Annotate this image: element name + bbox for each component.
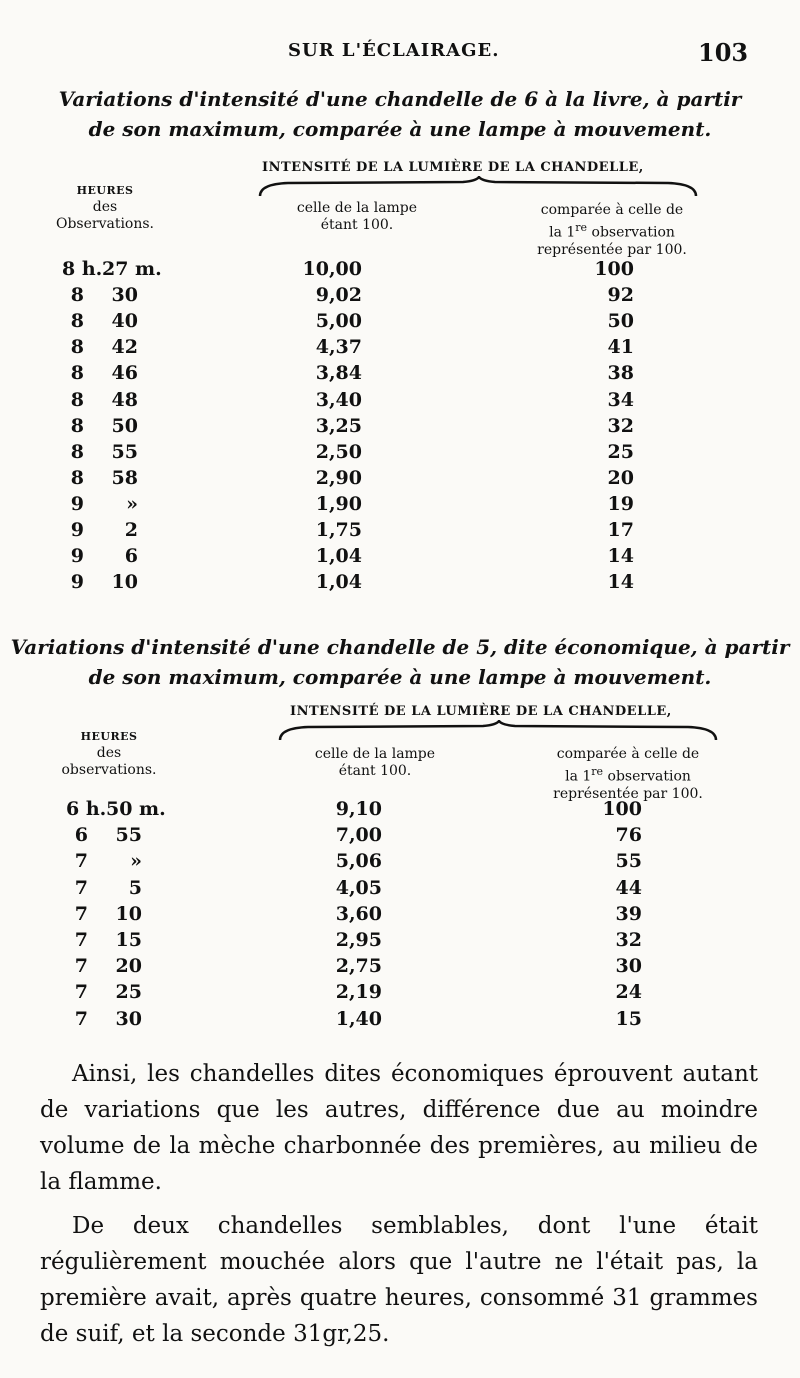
cell-relative-intensity: 100 — [602, 798, 642, 820]
cell-relative-intensity: 15 — [615, 1007, 642, 1030]
cell-hour: 9 — [70, 545, 84, 568]
cell-hour: 7 — [74, 902, 88, 925]
table-2-title-line-1: Variations d'intensité d'une chandelle de 5, dite économique, à partir — [10, 635, 790, 659]
cell-hour: 7 — [74, 1007, 88, 1030]
cell-relative-intensity: 32 — [607, 414, 634, 437]
cell-lamp-intensity: 7,00 — [335, 824, 382, 847]
cell-minute: 5 — [128, 876, 142, 899]
cell-minute: 10 — [115, 902, 142, 925]
cell-minute: 48 — [111, 388, 138, 411]
cell-minute: 50 — [111, 414, 138, 437]
cell-hour: 8 — [70, 310, 84, 333]
cell-lamp-intensity: 3,25 — [315, 414, 362, 437]
cell-hour: 7 — [74, 981, 88, 1004]
table-row — [0, 467, 800, 493]
cell-relative-intensity: 39 — [615, 902, 642, 925]
table-2-col-lamp: celle de la lampe étant 100. — [314, 746, 436, 779]
table-row — [0, 545, 800, 571]
cell-relative-intensity: 20 — [607, 466, 634, 489]
cell-minute: 55 — [115, 824, 142, 847]
cell-lamp-intensity: 1,90 — [315, 492, 362, 515]
table-2-col-ratio: comparée à celle de la 1re observation représentée par 100. — [553, 746, 703, 802]
cell-hour: 9 — [70, 571, 84, 594]
cell-minute: 30 — [115, 1007, 142, 1030]
cell-hour: 7 — [74, 850, 88, 873]
cell-minute: » — [130, 850, 142, 873]
cell-hour: 6 — [74, 824, 88, 847]
table-row — [0, 824, 800, 850]
cell-hour: 7 — [74, 929, 88, 951]
table-row — [0, 336, 800, 362]
cell-hour: 8 h. — [62, 258, 103, 280]
cell-relative-intensity: 55 — [615, 850, 642, 873]
table-row — [0, 929, 800, 955]
cell-minute: 30 — [111, 284, 138, 307]
table-row — [0, 955, 800, 981]
cell-minute: 27 m. — [102, 258, 162, 280]
cell-relative-intensity: 24 — [615, 981, 642, 1004]
table-1-title-line-1: Variations d'intensité d'une chandelle de 6 à la livre, à partir — [58, 87, 742, 111]
cell-hour: 8 — [70, 466, 84, 489]
cell-minute: 6 — [124, 545, 138, 568]
table-row — [0, 877, 800, 903]
table-1-col-ratio: comparée à celle de la 1re observation représentée par 100. — [537, 202, 687, 258]
paragraph-1: Ainsi, les chandelles dites économiques éprouvent autant de variations que les autres, différence due au moindre volume de la mèche charbonnée des premières, au milieu de la flamme. — [40, 1061, 758, 1195]
table-row — [0, 903, 800, 929]
cell-hour: 8 — [70, 336, 84, 359]
cell-minute: 10 — [111, 571, 138, 594]
cell-hour: 7 — [74, 876, 88, 899]
cell-minute: 58 — [111, 466, 138, 489]
table-row — [0, 798, 800, 824]
table-row — [0, 571, 800, 597]
cell-lamp-intensity: 3,60 — [335, 902, 382, 925]
table-row — [0, 310, 800, 336]
cell-minute: 2 — [124, 519, 138, 541]
cell-hour: 8 — [70, 440, 84, 463]
cell-relative-intensity: 50 — [607, 310, 634, 333]
cell-relative-intensity: 32 — [615, 929, 642, 951]
cell-relative-intensity: 34 — [607, 388, 634, 411]
cell-lamp-intensity: 4,05 — [335, 876, 382, 899]
body-text — [40, 1056, 758, 1352]
cell-hour: 8 — [70, 388, 84, 411]
cell-relative-intensity: 14 — [607, 571, 634, 594]
cell-lamp-intensity: 1,40 — [335, 1007, 382, 1030]
table-1-supertitle: INTENSITÉ DE LA LUMIÈRE DE LA CHANDELLE, — [262, 160, 644, 175]
cell-relative-intensity: 76 — [615, 824, 642, 847]
cell-relative-intensity: 14 — [607, 545, 634, 568]
cell-minute: 15 — [115, 929, 142, 951]
cell-minute: » — [126, 492, 138, 515]
cell-lamp-intensity: 2,90 — [315, 466, 362, 489]
cell-minute: 40 — [111, 310, 138, 333]
table-1-col-lamp: celle de la lampe étant 100. — [296, 200, 418, 233]
page-number: 103 — [698, 38, 749, 67]
cell-lamp-intensity: 9,02 — [315, 284, 362, 307]
cell-lamp-intensity: 3,40 — [315, 388, 362, 411]
cell-minute: 50 m. — [106, 798, 166, 820]
page-header — [0, 38, 800, 68]
cell-lamp-intensity: 4,37 — [315, 336, 362, 359]
table-row — [0, 284, 800, 310]
cell-lamp-intensity: 2,19 — [335, 981, 382, 1004]
cell-lamp-intensity: 10,00 — [302, 258, 362, 280]
cell-hour: 9 — [70, 492, 84, 515]
cell-relative-intensity: 41 — [607, 336, 634, 359]
cell-lamp-intensity: 2,75 — [335, 955, 382, 978]
table-2-title-line-2: de son maximum, comparée à une lampe à mouvement. — [88, 665, 712, 689]
table-row — [0, 1008, 800, 1034]
cell-relative-intensity: 30 — [615, 955, 642, 978]
table-row — [0, 441, 800, 467]
cell-minute: 20 — [115, 955, 142, 978]
table-1-col-hours: HEURES des Observations. — [55, 184, 155, 232]
cell-lamp-intensity: 3,84 — [315, 362, 362, 385]
cell-hour: 7 — [74, 955, 88, 978]
cell-lamp-intensity: 1,04 — [315, 571, 362, 594]
cell-lamp-intensity: 2,50 — [315, 440, 362, 463]
cell-hour: 9 — [70, 519, 84, 541]
cell-relative-intensity: 38 — [607, 362, 634, 385]
cell-lamp-intensity: 9,10 — [335, 798, 382, 820]
table-row — [0, 493, 800, 519]
table-row — [0, 362, 800, 388]
cell-lamp-intensity: 1,04 — [315, 545, 362, 568]
table-row — [0, 519, 800, 545]
paragraph-2: De deux chandelles semblables, dont l'une était régulièrement mouchée alors que l'autre ne l'était pas, la première avait, après quatre heures, consommé 31 grammes de suif, et la seconde 31gr,25. — [40, 1213, 758, 1347]
running-title: SUR L'ÉCLAIRAGE. — [288, 40, 500, 61]
table-row — [0, 981, 800, 1007]
cell-hour: 8 — [70, 414, 84, 437]
table-row — [0, 258, 800, 284]
cell-lamp-intensity: 2,95 — [335, 929, 382, 951]
table-1-title-line-2: de son maximum, comparée à une lampe à mouvement. — [88, 117, 712, 141]
cell-minute: 55 — [111, 440, 138, 463]
table-2-supertitle: INTENSITÉ DE LA LUMIÈRE DE LA CHANDELLE, — [290, 704, 672, 719]
cell-minute: 42 — [111, 336, 138, 359]
table-2-brace — [278, 720, 718, 744]
cell-minute: 46 — [111, 362, 138, 385]
table-1-brace — [258, 176, 698, 200]
cell-lamp-intensity: 5,06 — [335, 850, 382, 873]
cell-relative-intensity: 19 — [607, 492, 634, 515]
cell-minute: 25 — [115, 981, 142, 1004]
table-2-col-hours: HEURES des observations. — [61, 730, 157, 778]
cell-relative-intensity: 92 — [607, 284, 634, 307]
cell-lamp-intensity: 5,00 — [315, 310, 362, 333]
cell-lamp-intensity: 1,75 — [315, 519, 362, 541]
table-row — [0, 850, 800, 876]
table-row — [0, 415, 800, 441]
cell-relative-intensity: 100 — [594, 258, 634, 280]
table-row — [0, 389, 800, 415]
cell-relative-intensity: 17 — [607, 519, 634, 541]
cell-hour: 8 — [70, 284, 84, 307]
cell-hour: 8 — [70, 362, 84, 385]
cell-relative-intensity: 44 — [615, 876, 642, 899]
cell-hour: 6 h. — [66, 798, 107, 820]
cell-relative-intensity: 25 — [607, 440, 634, 463]
